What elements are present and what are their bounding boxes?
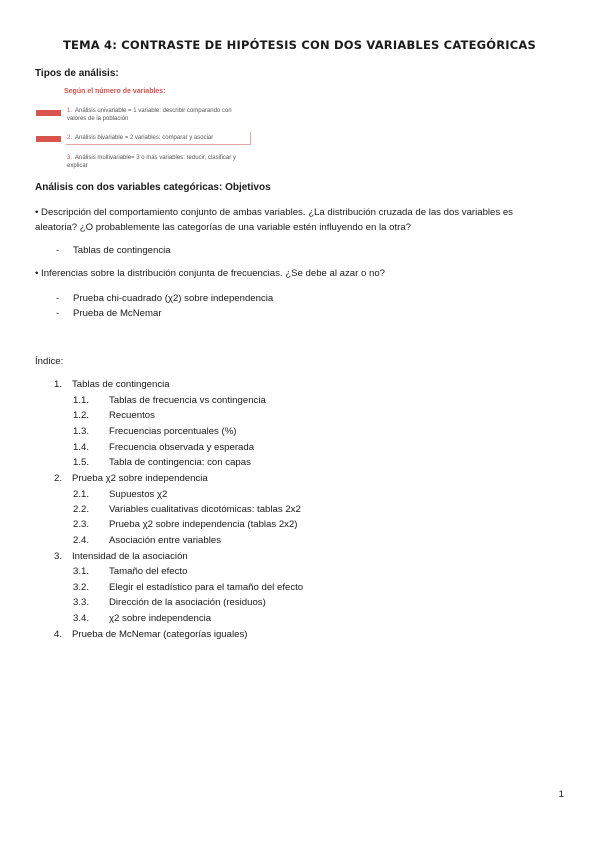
figure-item-1 xyxy=(67,107,249,123)
toc-entry: Tablas de contingencia xyxy=(72,379,170,390)
toc-number: 3.3. xyxy=(73,597,90,608)
toc-number: 2.2. xyxy=(73,504,90,515)
toc-entry: Tamaño del efecto xyxy=(109,566,188,577)
toc-entry: Elegir el estadístico para el tamaño del efecto xyxy=(109,582,304,593)
toc-number: 3.2. xyxy=(73,582,90,593)
figure-item-2 xyxy=(67,134,249,142)
toc-number: 1.4. xyxy=(73,442,90,453)
figure-item-number: 2. xyxy=(67,135,73,141)
list-dash: - xyxy=(56,245,60,256)
toc-entry: Recuentos xyxy=(109,410,155,421)
toc-entry: Intensidad de la asociación xyxy=(72,551,188,562)
page-title: TEMA 4: CONTRASTE DE HIPÓTESIS CON DOS VARIABLES CATEGÓRICAS xyxy=(63,38,536,52)
red-tag-marker xyxy=(36,136,61,142)
toc-number: 3. xyxy=(54,551,63,562)
toc-number: 1.5. xyxy=(73,457,90,468)
page-number: 1 xyxy=(558,789,564,800)
toc-number: 1. xyxy=(54,379,63,390)
toc-entry: Prueba χ2 sobre independencia (tablas 2x2) xyxy=(109,519,298,530)
toc-number: 3.1. xyxy=(73,566,90,577)
list-item: Prueba chi-cuadrado (χ2) sobre independencia xyxy=(73,293,274,304)
toc-entry: Dirección de la asociación (residuos) xyxy=(109,597,266,608)
toc-entry: Supuestos χ2 xyxy=(109,489,168,500)
figure-heading: Según el número de variables: xyxy=(64,88,166,95)
objetivos-heading: Análisis con dos variables categóricas: Objetivos xyxy=(35,182,271,193)
red-tag-marker xyxy=(36,110,61,116)
toc-number: 3.4. xyxy=(73,613,90,624)
bullet-line: aleatoria? ¿O probablemente las categorías de una variable estén influyendo en la otra? xyxy=(35,222,411,233)
toc-number: 4. xyxy=(54,629,63,640)
toc-entry: Frecuencias porcentuales (%) xyxy=(109,426,237,437)
toc-number: 2.1. xyxy=(73,489,90,500)
toc-entry: Asociación entre variables xyxy=(109,535,221,546)
figure-item-number: 1. xyxy=(67,108,73,114)
toc-entry: Frecuencia observada y esperada xyxy=(109,442,255,453)
figure-item-number: 3. xyxy=(67,155,73,161)
list-item: Prueba de McNemar xyxy=(73,308,162,319)
toc-entry: Tabla de contingencia: con capas xyxy=(109,457,251,468)
list-item: Tablas de contingencia xyxy=(73,245,171,256)
toc-number: 2.4. xyxy=(73,535,90,546)
list-dash: - xyxy=(56,293,60,304)
tipos-heading: Tipos de análisis: xyxy=(35,68,119,79)
toc-number: 2.3. xyxy=(73,519,90,530)
analysis-types-figure xyxy=(36,86,252,176)
toc-entry: Variables cualitativas dicotómicas: tablas 2x2 xyxy=(109,504,301,515)
figure-item-text: Análisis multivariable= 3 o más variables: reducir, clasificar y explicar xyxy=(67,155,236,169)
bullet-line: • Descripción del comportamiento conjunto de ambas variables. ¿La distribución cruzada de las dos variables es xyxy=(35,207,513,218)
indice-heading: Índice: xyxy=(35,356,64,367)
toc-entry: Tablas de frecuencia vs contingencia xyxy=(109,395,266,406)
toc-entry: Prueba de McNemar (categorías iguales) xyxy=(72,629,248,640)
toc-number: 1.3. xyxy=(73,426,90,437)
list-dash: - xyxy=(56,308,60,319)
toc-number: 1.1. xyxy=(73,395,90,406)
objective-bullet-2: • Inferencias sobre la distribución conjunta de frecuencias. ¿Se debe al azar o no? xyxy=(35,268,386,279)
toc-entry: Prueba χ2 sobre independencia xyxy=(72,473,208,484)
objective-bullet-1 xyxy=(35,205,565,235)
figure-item-text: Análisis bivariable = 2 variables: comparar y asociar xyxy=(75,135,214,141)
toc-number: 1.2. xyxy=(73,410,90,421)
figure-item-3 xyxy=(67,154,249,170)
figure-item-text: Análisis univariable = 1 variable: describir comparando con valores de la población xyxy=(67,108,232,122)
toc-entry: χ2 sobre independencia xyxy=(109,613,212,624)
toc-number: 2. xyxy=(54,473,63,484)
